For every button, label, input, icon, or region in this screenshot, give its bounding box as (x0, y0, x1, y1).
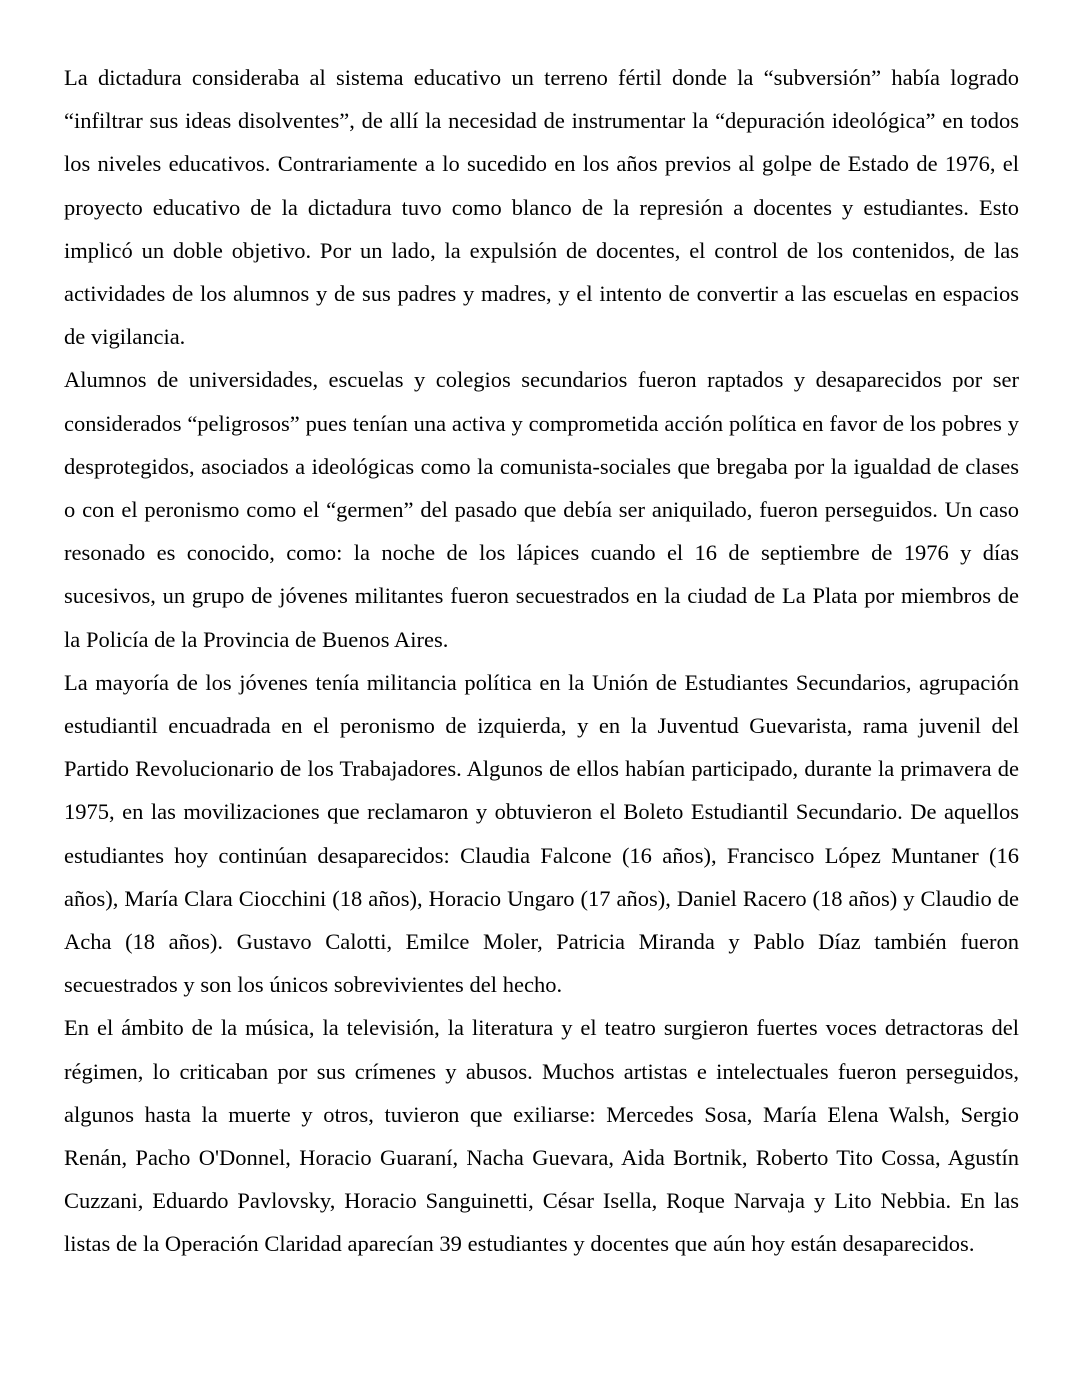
paragraph-1: La dictadura consideraba al sistema educativo un terreno fértil donde la “subversión” había logrado “infiltrar sus ideas disolventes”, de allí la necesidad de instrumentar la “depuración ideológica” en todos los niveles educativos. Contrariamente a lo sucedido en los años previos al golpe de Estado de 1976, el proyecto educativo de la dictadura tuvo como blanco de la represión a docentes y estudiantes. Esto implicó un doble objetivo. Por un lado, la expulsión de docentes, el control de los contenidos, de las actividades de los alumnos y de sus padres y madres, y el intento de convertir a las escuelas en espacios de vigilancia. (64, 65, 1019, 350)
document-text-body (64, 56, 1019, 1266)
paragraph-3: La mayoría de los jóvenes tenía militancia política en la Unión de Estudiantes Secundarios, agrupación estudiantil encuadrada en el peronismo de izquierda, y en la Juventud Guevarista, rama juvenil del Partido Revolucionario de los Trabajadores. Algunos de ellos habían participado, durante la primavera de 1975, en las movilizaciones que reclamaron y obtuvieron el Boleto Estudiantil Secundario. De aquellos estudiantes hoy continúan desaparecidos: Claudia Falcone (16 años), Francisco López Muntaner (16 años), María Clara Ciocchini (18 años), Horacio Ungaro (17 años), Daniel Racero (18 años) y Claudio de Acha (18 años). Gustavo Calotti, Emilce Moler, Patricia Miranda y Pablo Díaz también fueron secuestrados y son los únicos sobrevivientes del hecho. (64, 669, 1019, 998)
paragraph-2: Alumnos de universidades, escuelas y colegios secundarios fueron raptados y desaparecidos por ser considerados “peligrosos” pues tenían una activa y comprometida acción política en favor de los pobres y desprotegidos, asociados a ideológicas como la comunista-sociales que bregaba por la igualdad de clases o con el peronismo como el “germen” del pasado que debía ser aniquilado, fueron perseguidos. Un caso resonado es conocido, como: la noche de los lápices cuando el 16 de septiembre de 1976 y días sucesivos, un grupo de jóvenes militantes fueron secuestrados en la ciudad de La Plata por miembros de la Policía de la Provincia de Buenos Aires. (64, 367, 1019, 652)
paragraph-4: En el ámbito de la música, la televisión, la literatura y el teatro surgieron fuertes voces detractoras del régimen, lo criticaban por sus crímenes y abusos. Muchos artistas e intelectuales fueron perseguidos, algunos hasta la muerte y otros, tuvieron que exiliarse: Mercedes Sosa, María Elena Walsh, Sergio Renán, Pacho O'Donnel, Horacio Guaraní, Nacha Guevara, Aida Bortnik, Roberto Tito Cossa, Agustín Cuzzani, Eduardo Pavlovsky, Horacio Sanguinetti, César Isella, Roque Narvaja y Lito Nebbia. En las listas de la Operación Claridad aparecían 39 estudiantes y docentes que aún hoy están desaparecidos. (64, 1015, 1019, 1257)
